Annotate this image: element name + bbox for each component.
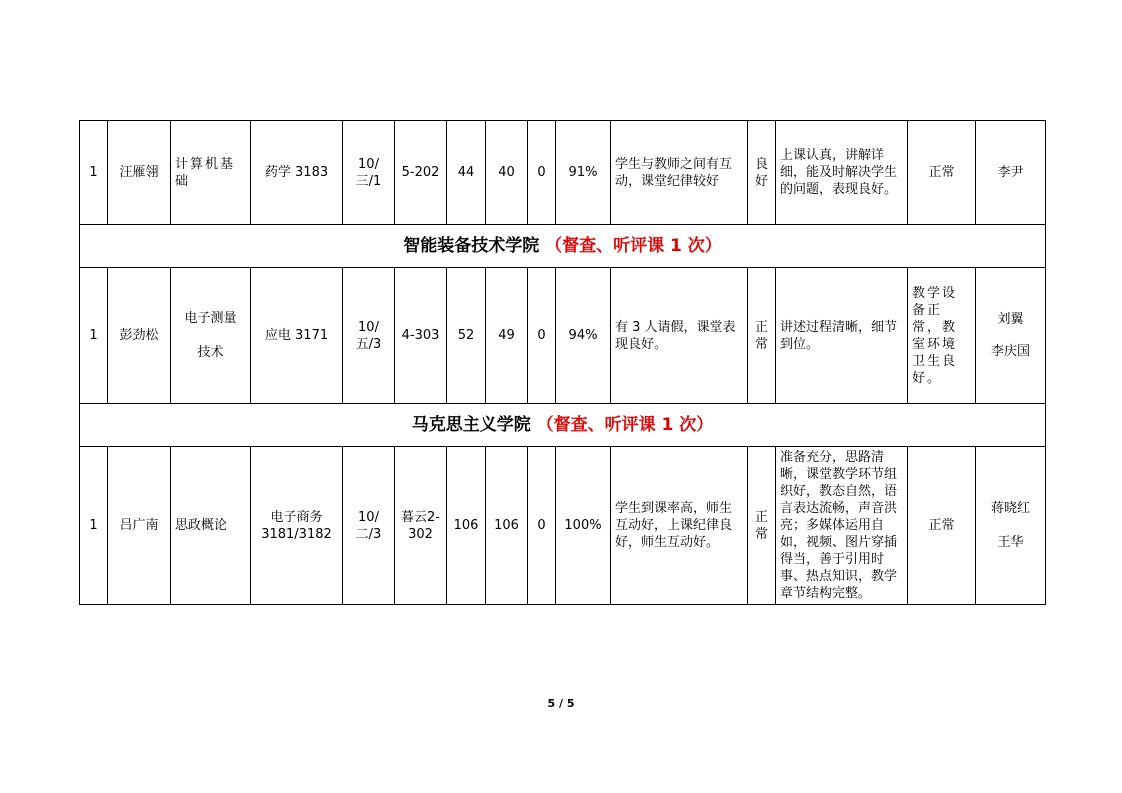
classroom: 4-303: [395, 268, 447, 404]
attendance-rate: 94%: [556, 268, 611, 404]
course-name: 计算机基础: [171, 121, 251, 225]
present-count: 49: [486, 268, 528, 404]
table-row: [80, 447, 1046, 605]
course-line: 电子测量: [184, 310, 237, 326]
inspector-name: 李庆国: [990, 343, 1030, 359]
inspector-names: [976, 268, 1046, 404]
facility-status: 正常: [908, 121, 976, 225]
present-count: 40: [486, 121, 528, 225]
discipline-grade: 正常: [748, 447, 776, 605]
row-number: 1: [80, 447, 108, 605]
student-evaluation: 学生到课率高，师生互动好，上课纪律良好，师生互动好。: [611, 447, 748, 605]
class-name: 应电 3171: [251, 268, 343, 404]
table-row: [80, 268, 1046, 404]
page-number: 5 / 5: [547, 697, 575, 710]
inspection-table: [79, 120, 1046, 605]
teacher-name: 汪雁翎: [108, 121, 171, 225]
section-note: （督查、听评课 1 次）: [536, 414, 714, 435]
inspector-name: 李尹: [997, 165, 1024, 180]
course-line: 技术: [197, 344, 224, 360]
teaching-evaluation: 上课认真，讲解详细，能及时解决学生的问题，表现良好。: [776, 121, 908, 225]
late-count: 0: [528, 268, 556, 404]
section-header: [80, 404, 1046, 447]
course-name: [171, 268, 251, 404]
enrolled-count: 44: [447, 121, 486, 225]
section-note: （督查、听评课 1 次）: [545, 235, 722, 256]
row-number: 1: [80, 268, 108, 404]
section-header: [80, 225, 1046, 268]
enrolled-count: 52: [447, 268, 486, 404]
date-period: 10/五/3: [343, 268, 395, 404]
inspector-names: [976, 447, 1046, 605]
classroom: 5-202: [395, 121, 447, 225]
date-period: 10/二/3: [343, 447, 395, 605]
student-evaluation: 学生与教师之间有互动，课堂纪律较好: [611, 121, 748, 225]
classroom: 暮云2-302: [395, 447, 447, 605]
enrolled-count: 106: [447, 447, 486, 605]
teaching-evaluation: 讲述过程清晰，细节到位。: [776, 268, 908, 404]
attendance-rate: 91%: [556, 121, 611, 225]
late-count: 0: [528, 447, 556, 605]
inspector-name: 蒋晓红: [990, 500, 1030, 516]
facility-status: 教学设备正常，教室环境卫生良好。: [908, 268, 976, 404]
row-number: 1: [80, 121, 108, 225]
discipline-grade: 正常: [748, 268, 776, 404]
class-name: 电子商务3181/3182: [251, 447, 343, 605]
facility-status: 正常: [908, 447, 976, 605]
course-name: 思政概论: [171, 447, 251, 605]
inspector-names: [976, 121, 1046, 225]
inspector-name: 刘翼: [997, 311, 1024, 327]
teaching-evaluation: 准备充分，思路清晰，课堂教学环节组织好，教态自然，语言表达流畅，声音洪亮；多媒体运用自如，视频、图片穿插得当，善于引用时事、热点知识，教学章节结构完整。: [776, 447, 908, 605]
inspector-name: 王华: [997, 534, 1024, 550]
section-title: 马克思主义学院: [411, 414, 531, 435]
class-name: 药学 3183: [251, 121, 343, 225]
table-row: [80, 121, 1046, 225]
student-evaluation: 有 3 人请假，课堂表现良好。: [611, 268, 748, 404]
late-count: 0: [528, 121, 556, 225]
attendance-rate: 100%: [556, 447, 611, 605]
teacher-name: 吕广南: [108, 447, 171, 605]
teacher-name: 彭劲松: [108, 268, 171, 404]
present-count: 106: [486, 447, 528, 605]
date-period: 10/三/1: [343, 121, 395, 225]
discipline-grade: 良好: [748, 121, 776, 225]
section-title: 智能装备技术学院: [403, 235, 540, 256]
